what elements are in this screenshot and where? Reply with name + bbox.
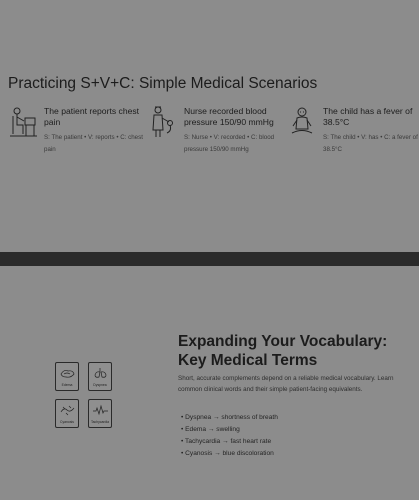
scenario-title: The child has a fever of 38.5°C [323, 106, 413, 127]
term-item-tachycardia: • Tachycardia → fast heart rate [181, 438, 272, 445]
nurse-measuring-blood-pressure-icon [148, 104, 178, 140]
term-item-edema: • Edema → swelling [181, 426, 240, 433]
tile-label: Dyspnea [93, 383, 107, 387]
tile-dyspnea [88, 362, 112, 391]
dyspnea-icon [92, 366, 109, 380]
sick-child-icon [287, 104, 317, 140]
tile-tachycardia [88, 399, 112, 428]
cyanosis-icon [59, 403, 76, 417]
tile-label: Tachycardia [90, 420, 110, 424]
slide-description: Short, accurate complements depend on a reliable medical vocabulary. Learn common clinical words and their simple patient-facing equivalents. [178, 375, 394, 393]
scenario-breakdown: S: The patient • V: reports • C: chest pain [44, 134, 143, 153]
slide-title-scenarios: Practicing S+V+C: Simple Medical Scenarios [8, 75, 318, 92]
tile-edema [55, 362, 79, 391]
tile-label: Cyanosis [60, 420, 74, 424]
tile-cyanosis [55, 399, 79, 428]
scenario-breakdown: S: Nurse • V: recorded • C: blood pressure 150/90 mmHg [184, 134, 275, 153]
tile-label: Edema [61, 383, 73, 387]
slide-title-vocabulary: Expanding Your Vocabulary: Key Medical Terms [178, 333, 388, 369]
scenario-title: The patient reports chest pain [44, 106, 140, 127]
term-icon-grid [55, 362, 115, 430]
patient-at-desk-icon [8, 104, 38, 140]
edema-icon [59, 366, 76, 380]
term-list [181, 412, 278, 460]
scenario-title: Nurse recorded blood pressure 150/90 mmHg [184, 106, 274, 127]
term-item-dyspnea: • Dyspnea → shortness of breath [181, 414, 278, 421]
scenario-breakdown: S: The child • V: has • C: a fever of 38.5°C [323, 134, 418, 153]
tachycardia-icon [92, 403, 109, 417]
slide-divider [0, 252, 419, 266]
slide-vocabulary [0, 266, 419, 500]
term-item-cyanosis: • Cyanosis → blue discoloration [181, 450, 274, 457]
